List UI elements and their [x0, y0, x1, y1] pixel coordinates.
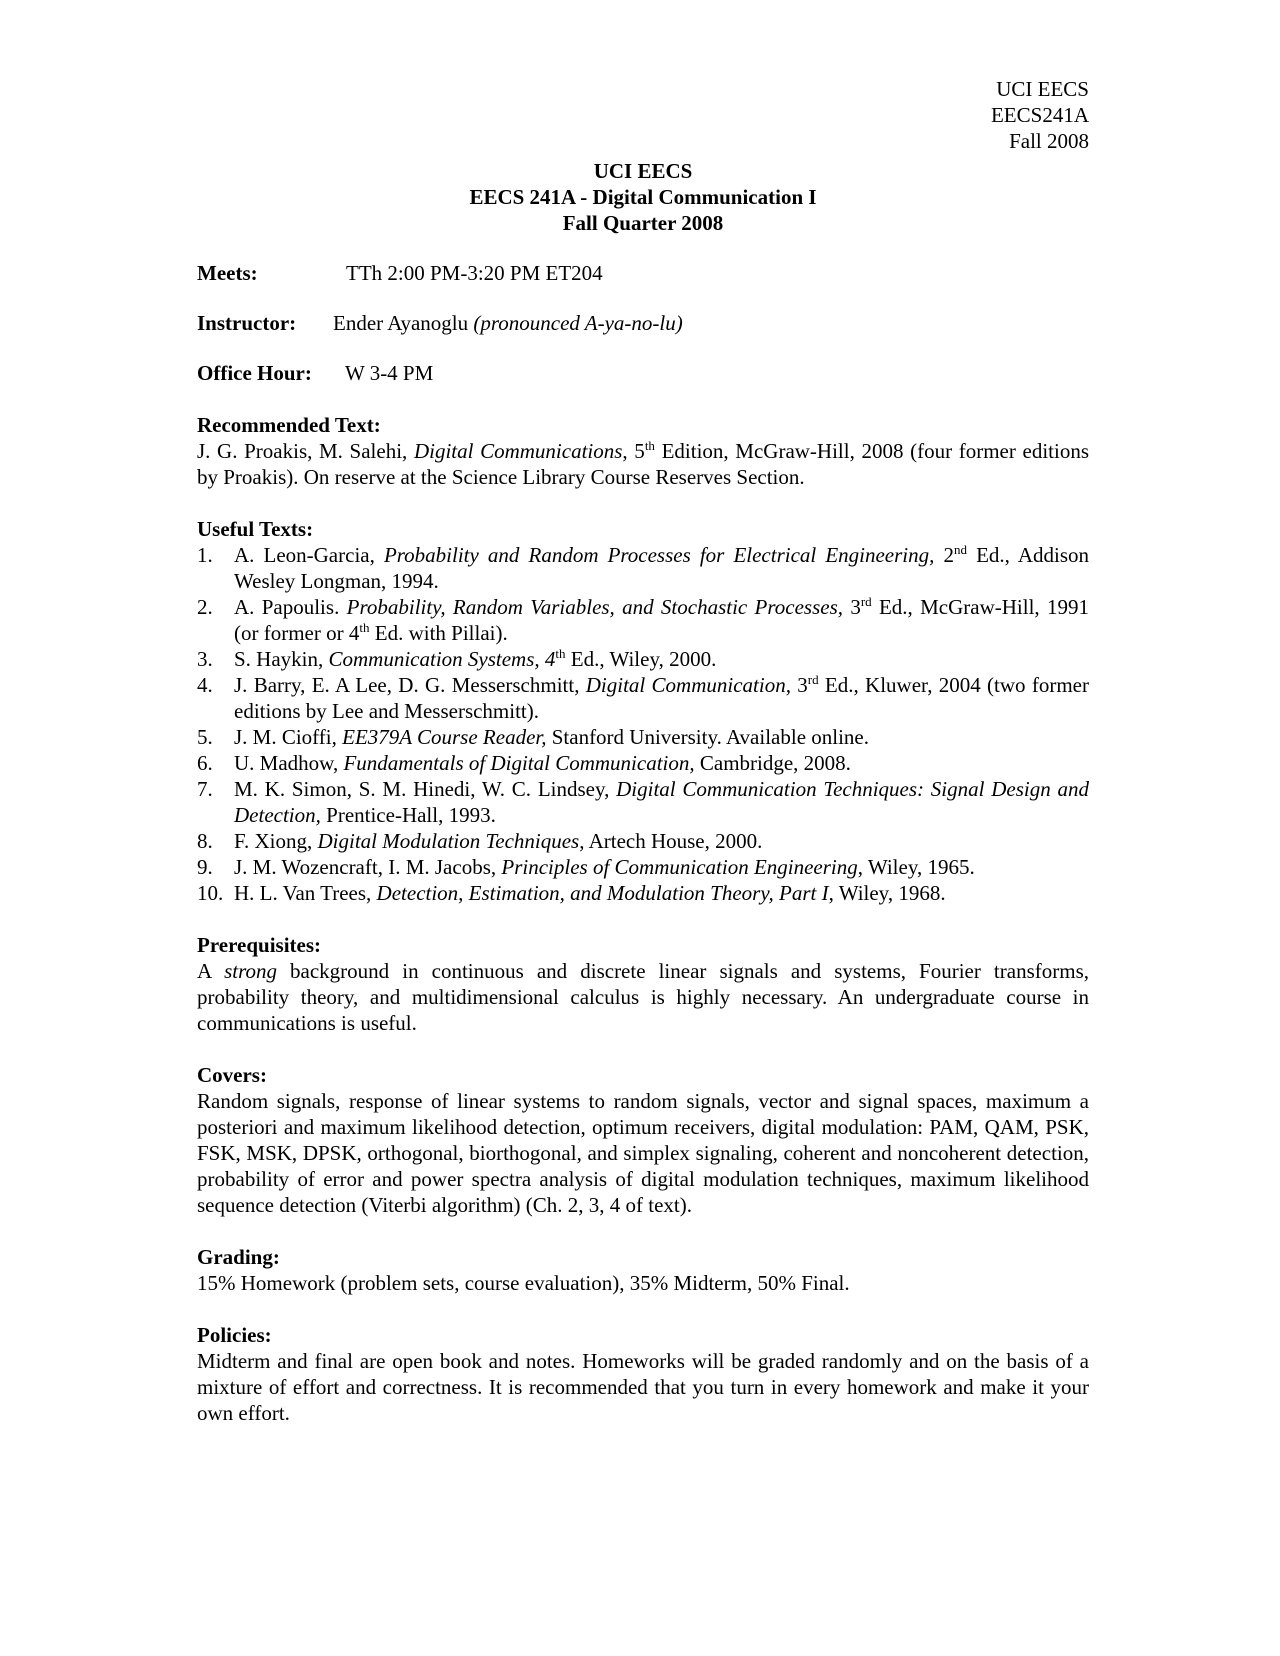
- item-publisher: , Wiley, 1968.: [828, 881, 946, 905]
- item-title: Probability and Random Processes for Electrical Engineering,: [383, 543, 935, 567]
- useful-texts-section: [197, 516, 1089, 906]
- item-title: Principles of Communication Engineering: [501, 855, 858, 879]
- covers-heading: Covers:: [197, 1063, 267, 1087]
- item-publisher: Artech House, 2000.: [584, 829, 763, 853]
- list-item: [197, 594, 1089, 646]
- prerequisites-body: [197, 958, 1089, 1036]
- item-number: 6.: [197, 751, 213, 775]
- office-hour-value: W 3-4 PM: [345, 361, 434, 385]
- item-title: Digital Modulation Techniques,: [317, 829, 585, 853]
- recommended-heading: Recommended Text:: [197, 413, 381, 437]
- item-number: 3.: [197, 647, 213, 671]
- title-line-1: UCI EECS: [593, 159, 693, 183]
- item-authors: J. M. Wozencraft, I. M. Jacobs,: [234, 855, 502, 879]
- item-note: Ed. with Pillai).: [369, 621, 508, 645]
- corner-line-1: UCI EECS: [996, 77, 1089, 101]
- item-number: 9.: [197, 855, 213, 879]
- item-authors: J. M. Cioffi,: [234, 725, 343, 749]
- item-publisher: Ed., Wiley, 2000.: [565, 647, 717, 671]
- recommended-rest: Edition, McGraw-Hill, 2008 (four former editions by Proakis). On reserve at the Science Library Course Reserves Section.: [197, 439, 1090, 489]
- corner-line-2: EECS241A: [990, 103, 1089, 127]
- office-hour-label: Office Hour:: [197, 361, 312, 385]
- item-edition: 2: [934, 543, 954, 567]
- prerequisites-section: [197, 932, 1089, 1036]
- recommended-body: [197, 438, 1089, 490]
- item-title: Communication Systems, 4: [328, 647, 556, 671]
- item-publisher: , Wiley, 1965.: [857, 855, 975, 879]
- item-authors: A. Leon-Garcia,: [234, 543, 384, 567]
- item-authors: A. Papoulis.: [234, 595, 347, 619]
- item-publisher: Prentice-Hall, 1993.: [320, 803, 496, 827]
- item-publisher: Cambridge, 2008.: [694, 751, 851, 775]
- item-edition: 3: [790, 673, 808, 697]
- meets-value: TTh 2:00 PM-3:20 PM ET204: [346, 261, 603, 285]
- policies-section: [197, 1322, 1089, 1426]
- item-number: 10.: [197, 881, 224, 905]
- item-authors: F. Xiong,: [234, 829, 318, 853]
- item-title: Detection, Estimation, and Modulation Theory, Part I: [376, 881, 829, 905]
- list-item: [197, 646, 1089, 672]
- course-title: [197, 158, 1089, 236]
- list-item: [197, 854, 1089, 880]
- item-number: 7.: [197, 777, 213, 801]
- recommended-book: Digital Communications: [413, 439, 623, 463]
- list-item: [197, 828, 1089, 854]
- item-edition-sup: th: [555, 646, 566, 661]
- list-item: [197, 542, 1089, 594]
- list-item: [197, 750, 1089, 776]
- item-publisher: Ed., Addison Wesley Longman, 1994.: [234, 543, 1089, 593]
- syllabus-page: [197, 76, 1089, 1426]
- list-item: [197, 724, 1089, 750]
- item-authors: J. Barry, E. A Lee, D. G. Messerschmitt,: [234, 673, 586, 697]
- item-number: 1.: [197, 543, 213, 567]
- grading-heading: Grading:: [197, 1245, 280, 1269]
- item-edition-sup: rd: [807, 672, 819, 687]
- grading-body: 15% Homework (problem sets, course evaluation), 35% Midterm, 50% Final.: [197, 1271, 850, 1295]
- recommended-authors: J. G. Proakis, M. Salehi,: [197, 439, 414, 463]
- item-edition: 3: [843, 595, 861, 619]
- item-number: 4.: [197, 673, 213, 697]
- item-authors: S. Haykin,: [234, 647, 329, 671]
- policies-body: Midterm and final are open book and notes. Homeworks will be graded randomly and on the basis of a mixture of effort and correctness. It is recommended that you turn in every homework and make it your own effort.: [197, 1349, 1089, 1425]
- recommended-ed: , 5: [622, 439, 645, 463]
- item-title: Digital Communication,: [585, 673, 791, 697]
- item-title: Fundamentals of Digital Communication,: [343, 751, 695, 775]
- item-title: Probability, Random Variables, and Stochastic Processes,: [346, 595, 844, 619]
- title-line-2: EECS 241A - Digital Communication I: [469, 185, 817, 209]
- item-number: 5.: [197, 725, 213, 749]
- item-number: 8.: [197, 829, 213, 853]
- meets-row: [197, 260, 1089, 286]
- list-item: [197, 672, 1089, 724]
- instructor-pronunciation: (pronounced A-ya-no-lu): [473, 311, 683, 335]
- item-authors: H. L. Van Trees,: [234, 881, 377, 905]
- policies-heading: Policies:: [197, 1323, 272, 1347]
- useful-heading: Useful Texts:: [197, 517, 314, 541]
- item-publisher: Stanford University. Available online.: [546, 725, 870, 749]
- item-publisher: Ed., McGraw-Hill, 1991 (or former or 4: [234, 595, 1089, 645]
- prereq-emphasis: strong: [224, 959, 277, 983]
- item-authors: U. Madhow,: [234, 751, 344, 775]
- item-edition-sup: nd: [953, 542, 967, 557]
- header-corner: [197, 76, 1089, 154]
- prereq-pre: A: [197, 959, 225, 983]
- title-line-3: Fall Quarter 2008: [562, 211, 724, 235]
- recommended-text-section: [197, 412, 1089, 490]
- item-number: 2.: [197, 595, 213, 619]
- item-publisher: Ed., Kluwer, 2004 (two former editions by Lee and Messerschmitt).: [234, 673, 1089, 723]
- item-title: Digital Communication Techniques: Signal Design and Detection,: [234, 777, 1089, 827]
- instructor-label: Instructor:: [197, 311, 297, 335]
- recommended-ed-sup: th: [644, 438, 655, 453]
- list-item: [197, 776, 1089, 828]
- useful-texts-list: [197, 542, 1089, 906]
- instructor-name: Ender Ayanoglu: [333, 311, 469, 335]
- prerequisites-heading: Prerequisites:: [197, 933, 322, 957]
- grading-section: [197, 1244, 1089, 1296]
- item-authors: M. K. Simon, S. M. Hinedi, W. C. Lindsey,: [234, 777, 617, 801]
- covers-section: [197, 1062, 1089, 1218]
- item-title: EE379A Course Reader,: [342, 725, 547, 749]
- corner-line-3: Fall 2008: [1009, 129, 1089, 153]
- item-edition-sup: rd: [860, 594, 872, 609]
- meets-label: Meets:: [197, 261, 258, 285]
- item-edition-sup-2: th: [359, 620, 370, 635]
- covers-body: Random signals, response of linear systems to random signals, vector and signal spaces, maximum a posteriori and maximum likelihood detection, optimum receivers, digital modulation: PAM, QAM, PSK, FSK, MSK, DPSK, orthogonal, biorthogonal, and simplex signaling, coherent and noncoherent detection, probability of error and power spectra analysis of digital modulation techniques, maximum likelihood sequence detection (Viterbi algorithm) (Ch. 2, 3, 4 of text).: [197, 1089, 1089, 1217]
- office-hour-row: [197, 360, 1089, 386]
- list-item: [197, 880, 1089, 906]
- prereq-post: background in continuous and discrete linear signals and systems, Fourier transforms, probability theory, and multidimensional calculus is highly necessary. An undergraduate course in communications is useful.: [197, 959, 1089, 1035]
- instructor-row: [197, 310, 1089, 336]
